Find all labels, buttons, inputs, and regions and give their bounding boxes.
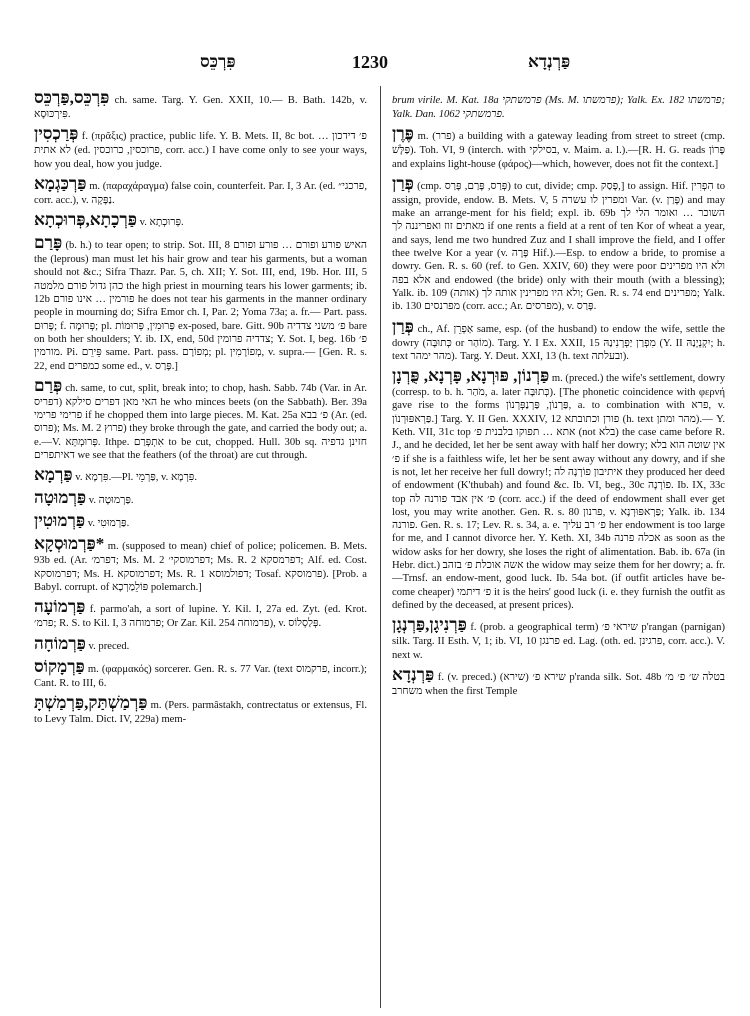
dictionary-entry <box>392 317 725 364</box>
dictionary-entry <box>34 693 367 726</box>
entry-text: f. (prob. a geographical term) שיראי פ׳ p'rangan (parnigan) silk. Targ. II Esth. V, 1; ib. VI, 10 פרנגן ed. Lag. (oth. ed. פרגינן, corr. acc.). V. next w. <box>392 622 725 661</box>
dictionary-entry <box>392 124 725 171</box>
entry-text: m. (preced.) the wife's settlement, dowry (corresp. to b. h. מֹהַר, a. later כְּתוּבָּה). [The phonetic coincidence with φερνή gave rise to the forms פַּרְנוֹן, פַּרְנַפְּרְנוֹן, a. to combination with פרא, v. פַּרְאפּוּרְנוֹן.] Targ. Y. II Gen. XXXIV, 12 פורן וכתובתא (h. text מהר ומתן).— Y. Keth. VII, 31c top אתא … תפוקו בלבנית פ׳ (not בלא) the case came before R. J., and he decided, let her be sent away with half her dowry; אין שוטה הוא בלא פ׳ if she is a faithless wife, let her be sent away without any dowry, and if she is not, let her receive her full dowry!; איתיבון פוֹרְנָה לה they produced her deed of endowment (K'thubah) and found &c. Ib. VI, beg., 30c פוֹרְנָה. Ib. IX, 33c top פ׳ אין אבד פורנה לה (corr. acc.) if the deed of endowment shall ever get lost, you may write another. Gen. R. s. 80 פרנון, v. פַּרְאפּוּרְנָא; Yalk. ib. 134 פורנה. Gen. R. s. 17; Lev. R. s. 34, a. e. פ׳ רב עליך her endowment is too large for me, and I cannot divorce her. Y. Keth. XI, 34b אכלה פרנה as soon as the widow asks for her dowry, she loses the right of alimentation. Bab. ib. 67a (in Hebr. dict.) אשה אוכלת פ׳ בזהב the widow may seize them for her dowry; a. fr.—Trnsf. an endow-ment, good luck. Ib. 54a bot. (if outfit articles have be-come cheaper) פ׳ דיתמי it is the heirs' good luck (i. e. they furnish the outfit as defined by the deceased, at present prices). <box>392 373 725 611</box>
entry-headword: פַּרְמָקוֹס <box>34 656 85 676</box>
right-running-head: פַּרְנְדָא <box>528 52 571 71</box>
dictionary-entry <box>392 88 725 121</box>
entry-text: m. (παραχάραγμα) false coin, counterfeit. Par. I, 3 Ar. (ed. פרכגי״, corr. acc.), v. נַפָּקָה. <box>34 180 367 206</box>
dictionary-entry <box>34 465 367 485</box>
dictionary-entry <box>34 657 367 690</box>
entry-text: ch., Af. אַפְרֵן same, esp. (of the husband) to endow the wife, settle the dowry (כְּתוּבָּה or מוֹהַר). Targ. Y. I Ex. XXII, 15 מִפְרַן יַפְרְנִינַהּ (Y. II יִקְנְיָנַהּ; h. text מהר ימהר). Targ. Y. Deut. XXI, 13 (h. text ובעלתה). <box>392 323 725 362</box>
entry-headword: פָּרַם <box>34 233 63 253</box>
entry-headword: פַּרְמוּטָה <box>34 488 87 508</box>
entry-text: f. (v. preced.) (שירא) שירא פ׳ p'randa silk. Sot. 48b בטלה ש׳ פ׳ מ׳ משחרב when the first Temple <box>392 671 725 697</box>
entry-headword: פַּרְמוֹחָה <box>34 633 86 653</box>
left-column <box>34 88 367 1008</box>
dictionary-entry <box>34 488 367 508</box>
dictionary-entry <box>392 665 725 698</box>
entry-text: f. (πρᾶξις) practice, public life. Y. B. Mets. II, 8c bot. פ׳ דידכון … לא אתית (ed. פרוכסין, כרוכסין, corr. acc.) I have come only to see your ways, how you deal, how you judge. <box>34 131 367 170</box>
entry-text: m. (פרר) a building with a gateway leading from street to street (cmp. פַּלָּשׁ). Toh. VI, 9 (interch. with בסילקי, v. Maim. a. l.).—[R. H. G. reads פָּרוֹן and explains light-house (φάρος)—which, however, does not fit the context.] <box>392 131 725 170</box>
dictionary-entry <box>34 376 367 462</box>
entry-text: m. (supposed to mean) chief of police; policemen. B. Mets. 93b ed. (Ar. דפרמ׳; Ms. M. 2 דפרמוסקי׳; Ms. R. 2 דפרמסקא; Alf. ed. Cost. דפרמוסקא; Ms. H. דפרמוסקא; Ms. R. 1 דפולמוסא; Tosaf. פרמוסקא). [Prob. a Babyl. corrupt. of פּוֹלֵמַרְכָא polemarch.] <box>34 541 367 593</box>
entry-text: (cmp. פְּרַס, פָּרַם, פָּרַס) to cut, divide; cmp. פָּסַק,] to assign. Hif. הִפְרִין to assign, provide, endow. B. Mets. V, 5 ומפרין לו עשרה Var. (v. פָּרַן) and may make an arrange-ment for his field; expl. ib. 69b השוכר … ואומר הלי לך מאתים זוז ואפריננה לך if one rents a field at a rent of ten Kor of wheat a year, and says, lend me two hundred Zuz and I shall improve the field, and I offer thee twelve Kor a year (v. פָּרָה Hif.).—Esp. to endow a bride, to promise a dowry. Gen. R. s. 60 (ref. to Gen. XXIV, 60) they were poor ולא היו מפרינים אלא בפה and endowed (the bride) only with their mouth (with a blessing); Yalk. ib. 109 (אותה) ולא היו מפרינין אותה לך; Gen. R. s. 74 end מפרינים; Yalk. ib. 130 מפרנסים (corr. acc.; Ar. מפרסים), v. פָּרַס. <box>392 180 725 313</box>
column-divider <box>380 86 381 1008</box>
page-header <box>0 52 750 78</box>
entry-text: v. פַּרְמוּטָה. <box>88 495 134 507</box>
entry-text: brum virile. M. Kat. 18a פרמשתקי (Ms. M. פרמשתו); Yalk. Ex. 182 פרמשתו; Yalk. Dan. 1062 פרמשתקי. <box>392 95 725 120</box>
page-number: 1230 <box>352 52 388 72</box>
entry-headword: פַּרְכָתָא,פְּרוּכְתָא <box>34 210 137 230</box>
dictionary-entry <box>34 634 367 654</box>
right-column <box>392 88 725 1008</box>
entry-text: v. פְּרוּכְתָא. <box>139 217 184 229</box>
entry-headword: פְּרַם <box>34 375 63 395</box>
dictionary-entry <box>34 233 367 373</box>
entry-headword: פַּרְמָא <box>34 465 73 485</box>
entry-text: m. (Pers. parmâstakh, contrectatus or extensus, Fl. to Levy Talm. Dict. IV, 229a) mem- <box>34 699 367 725</box>
entry-text: m. (φαρμακός) sorcerer. Gen. R. s. 77 Var. (text פרקמוס, incorr.); Cant. R. to III, 6. <box>34 663 367 689</box>
entry-headword: פִּרְכֵּס,פַּרְכֵּס <box>34 88 110 107</box>
dictionary-entry <box>34 124 367 171</box>
dictionary-entry <box>392 174 725 314</box>
entry-headword: פֶּרֶן <box>392 124 414 144</box>
entry-text: ch. same, to cut, split, break into; to chop, hash. Sabb. 74b (Var. in Ar. דפריס) האי מאן דפרים סילקא he who minces beets (on the Sabbath). Ber. 39a פרימי פרימי if he chopped them into large pieces. M. Kat. 25a פ׳ בבא (Ar. (ed. פרוס); Ms. M. 2 פרוץ) they broke through the gate, and carried the body out; a. e.—V. פְּרוּמְתָּא. Ithpe. אִתְפְּרַם to be cut, chopped. Hull. 30b sq. חזינן גדפיה דאיתפרים we see that the feathers (of the throat) are cut through. <box>34 382 367 462</box>
dictionary-entry <box>34 174 367 207</box>
entry-text: (b. h.) to tear open; to strip. Sot. III, 8 האיש פורע ופורם … פורע ופורם the (leprous) man must let his hair grow and tear his garments, but a woman should not &c.; Sifra Thazr. Par. 5, ch. XII; Y. Sot. III, end, 19b. Hor. III, 5 כהן גדול פורם מלמטה the high priest in mourning tears his lower garments; ib. 12b פורמין … אינו פורם he does not tear his garments in the manner ordinary people in mourning do; Sifra Emor ch. I, Par. 2; Yoma 73a; a. fr.— Part. pass. פָּרוּם; f. פְּרוּמָה; pl. פְּרוּמִין, פְּרוּמוֹת ex-posed, bare. Gitt. 90b פ׳ משני צדדיה bare on both her shoulders; Y. ib. IX, end, 50d צדדיה פרומין; Y. Sot. I, beg. 16b פ׳ מורמין. Pi. פֵּירֵם same. Part. pass. מְפוֹרָם; pl. מְפוֹרָמִין, v. supra.— [Gen. R. s. 22, end כמפרים some ed., v. פָּרַס.] <box>34 240 367 372</box>
dictionary-entry <box>392 615 725 662</box>
dictionary-entry <box>34 88 367 121</box>
entry-text: ch. same. Targ. Y. Gen. XXII, 10.— B. Bath. 142b, v. פִּירְכּוּסָא. <box>34 95 367 120</box>
entry-headword: פַּרְמַשְׁתַּק,פַּרְמַשְׁתָּ <box>34 692 148 712</box>
entry-headword: פְּרַן <box>392 173 414 193</box>
left-running-head: פִּרְכֵּס <box>200 52 236 71</box>
entry-headword: פְּרַכְסִין <box>34 124 79 144</box>
dictionary-entry <box>34 511 367 531</box>
dictionary-entry <box>34 210 367 230</box>
entry-headword: פַּרְנְדָא <box>392 664 435 684</box>
entry-text: f. parmo'ah, a sort of lupine. Y. Kil. I, 27a ed. Zyt. (ed. Krot. פרמ׳; R. S. to Kil. I, 3 פרמוחה; Or Zar. Kil. 254 פרמוחה), v. פְּלַסְלוֹס. <box>34 604 367 630</box>
entry-text: v. פִּרְמָא.—Pl. פַּרְמֵי, v. פִּרְמָא. <box>75 472 198 484</box>
entry-headword: פַּרְנוֹן, פּוּרְנָא, פָּרְנָא, פֻּרְנָן <box>392 366 550 386</box>
entry-headword: פַּרְמוּטִין <box>34 511 86 531</box>
dictionary-entry <box>34 534 367 594</box>
entry-text: v. preced. <box>88 640 130 652</box>
entry-text: v. פַּרְמוּטִי. <box>87 518 130 530</box>
entry-headword: פַּרְנִיגָן,פַּרְנְגָן <box>392 615 467 635</box>
entry-headword: פַּרְכַּגְמָא <box>34 173 87 193</box>
entry-headword: פַּרְמוּסְקָא* <box>34 534 105 554</box>
dictionary-entry <box>34 597 367 630</box>
dictionary-entry <box>392 366 725 612</box>
entry-headword: פְּרַן <box>392 316 414 336</box>
entry-headword: פַּרְמוֹעָה <box>34 597 86 617</box>
